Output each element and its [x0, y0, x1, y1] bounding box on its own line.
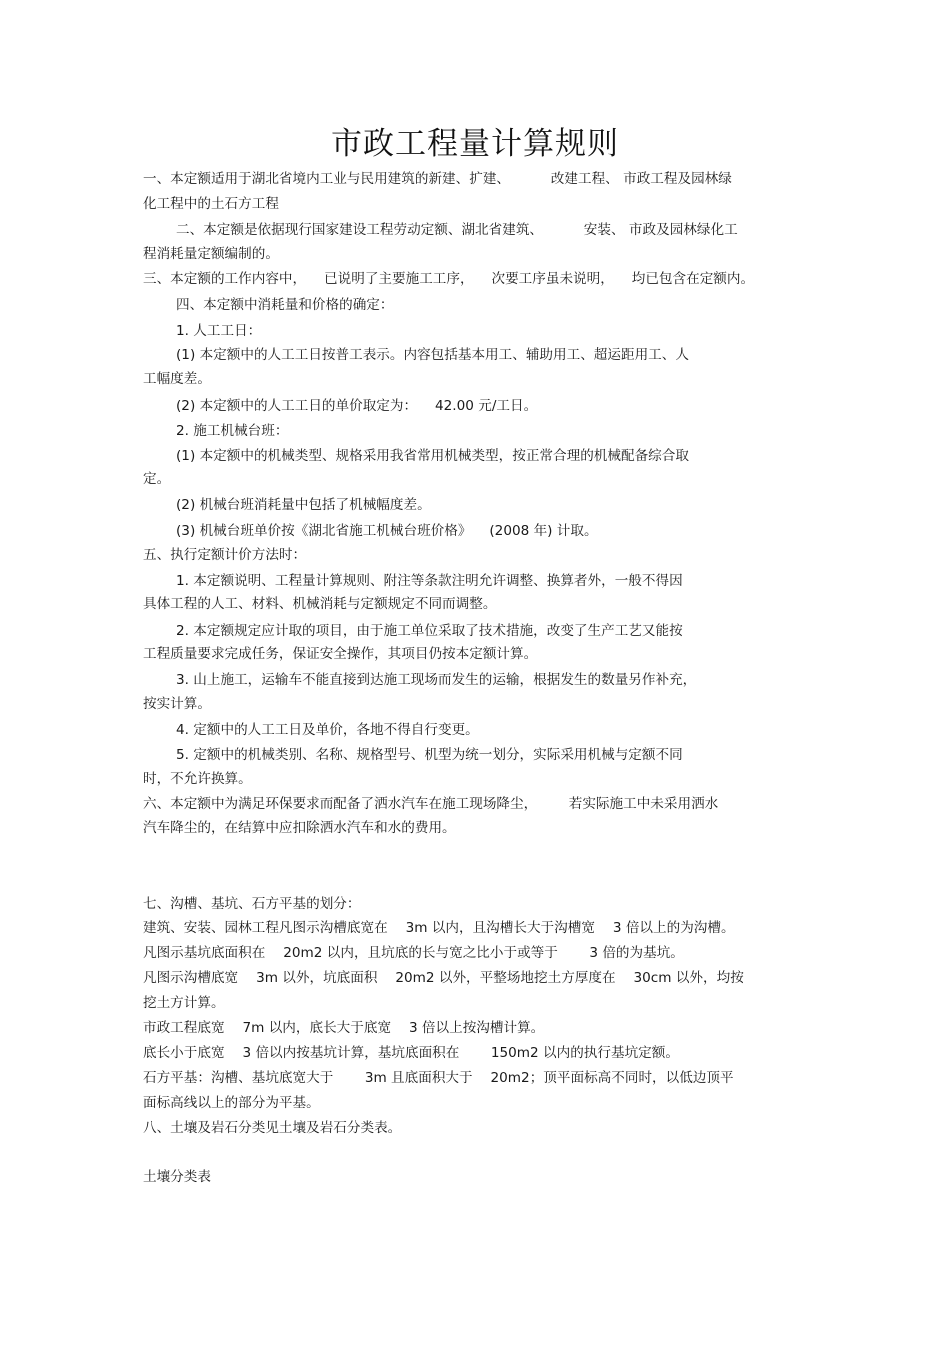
text-line: 土壤分类表: [143, 1169, 211, 1185]
text-line: 四、本定额中消耗量和价格的确定：: [176, 297, 394, 313]
text-line: 挖土方计算。: [143, 995, 225, 1011]
text-line: 五、执行定额计价方法时：: [143, 547, 307, 563]
text-line: 市政工程底宽 7m 以内，底长大于底宽 3 倍以上按沟槽计算。: [143, 1020, 545, 1036]
text-line: 石方平基：沟槽、基坑底宽大于 3m 且底面积大于 20m2；顶平面标高不同时，以低边顶平: [143, 1070, 734, 1086]
text-line: 二、本定额是依据现行国家建设工程劳动定额、湖北省建筑、 安装、 市政及园林绿化工: [176, 222, 738, 238]
text-line: 5. 定额中的机械类别、名称、规格型号、机型为统一划分，实际采用机械与定额不同: [176, 747, 683, 763]
text-line: 凡图示基坑底面积在 20m2 以内，且坑底的长与宽之比小于或等于 3 倍的为基坑。: [143, 945, 684, 961]
text-line: (1) 本定额中的人工工日按普工表示。内容包括基本用工、辅助用工、超运距用工、人: [176, 347, 689, 363]
text-line: 六、本定额中为满足环保要求而配备了洒水汽车在施工现场降尘， 若实际施工中未采用洒水: [143, 796, 719, 812]
text-line: 程消耗量定额编制的。: [143, 246, 279, 262]
text-line: 3. 山上施工，运输车不能直接到达施工现场而发生的运输，根据发生的数量另作补充，: [176, 672, 697, 688]
text-line: (3) 机械台班单价按《湖北省施工机械台班价格》 (2008 年) 计取。: [176, 523, 598, 539]
text-line: 按实计算。: [143, 696, 211, 712]
text-line: 汽车降尘的，在结算中应扣除洒水汽车和水的费用。: [143, 820, 456, 836]
text-line: (1) 本定额中的机械类型、规格采用我省常用机械类型，按正常合理的机械配备综合取: [176, 448, 689, 464]
text-line: 八、土壤及岩石分类见土壤及岩石分类表。: [143, 1120, 402, 1136]
text-line: 4. 定额中的人工工日及单价，各地不得自行变更。: [176, 722, 479, 738]
text-line: 化工程中的土石方工程: [143, 196, 279, 212]
text-line: 具体工程的人工、材料、机械消耗与定额规定不同而调整。: [143, 596, 497, 612]
text-line: 时，不允许换算。: [143, 771, 252, 787]
text-line: 1. 本定额说明、工程量计算规则、附注等条款注明允许调整、换算者外，一般不得因: [176, 573, 683, 589]
text-line: 七、沟槽、基坑、石方平基的划分：: [143, 896, 361, 912]
text-line: 工程质量要求完成任务，保证安全操作，其项目仍按本定额计算。: [143, 646, 538, 662]
text-line: 凡图示沟槽底宽 3m 以外，坑底面积 20m2 以外，平整场地挖土方厚度在 30cm 以外，均按: [143, 970, 744, 986]
text-line: 一、本定额适用于湖北省境内工业与民用建筑的新建、扩建、 改建工程、 市政工程及园林绿: [143, 171, 732, 187]
document-title: 市政工程量计算规则: [331, 126, 619, 162]
text-line: 工幅度差。: [143, 371, 211, 387]
text-line: 定。: [143, 471, 171, 487]
text-line: 1. 人工工日：: [176, 323, 262, 339]
text-line: 建筑、安装、园林工程凡图示沟槽底宽在 3m 以内，且沟槽长大于沟槽宽 3 倍以上的为沟槽。: [143, 920, 735, 936]
text-line: 底长小于底宽 3 倍以内按基坑计算，基坑底面积在 150m2 以内的执行基坑定额。: [143, 1045, 679, 1061]
text-line: 2. 施工机械台班：: [176, 423, 289, 439]
text-line: 面标高线以上的部分为平基。: [143, 1095, 320, 1111]
text-line: (2) 本定额中的人工工日的单价取定为： 42.00 元/工日。: [176, 398, 538, 414]
text-line: 三、本定额的工作内容中， 已说明了主要施工工序， 次要工序虽未说明， 均已包含在定额内。: [143, 271, 755, 287]
text-line: (2) 机械台班消耗量中包括了机械幅度差。: [176, 497, 431, 513]
text-line: 2. 本定额规定应计取的项目，由于施工单位采取了技术措施，改变了生产工艺又能按: [176, 623, 683, 639]
